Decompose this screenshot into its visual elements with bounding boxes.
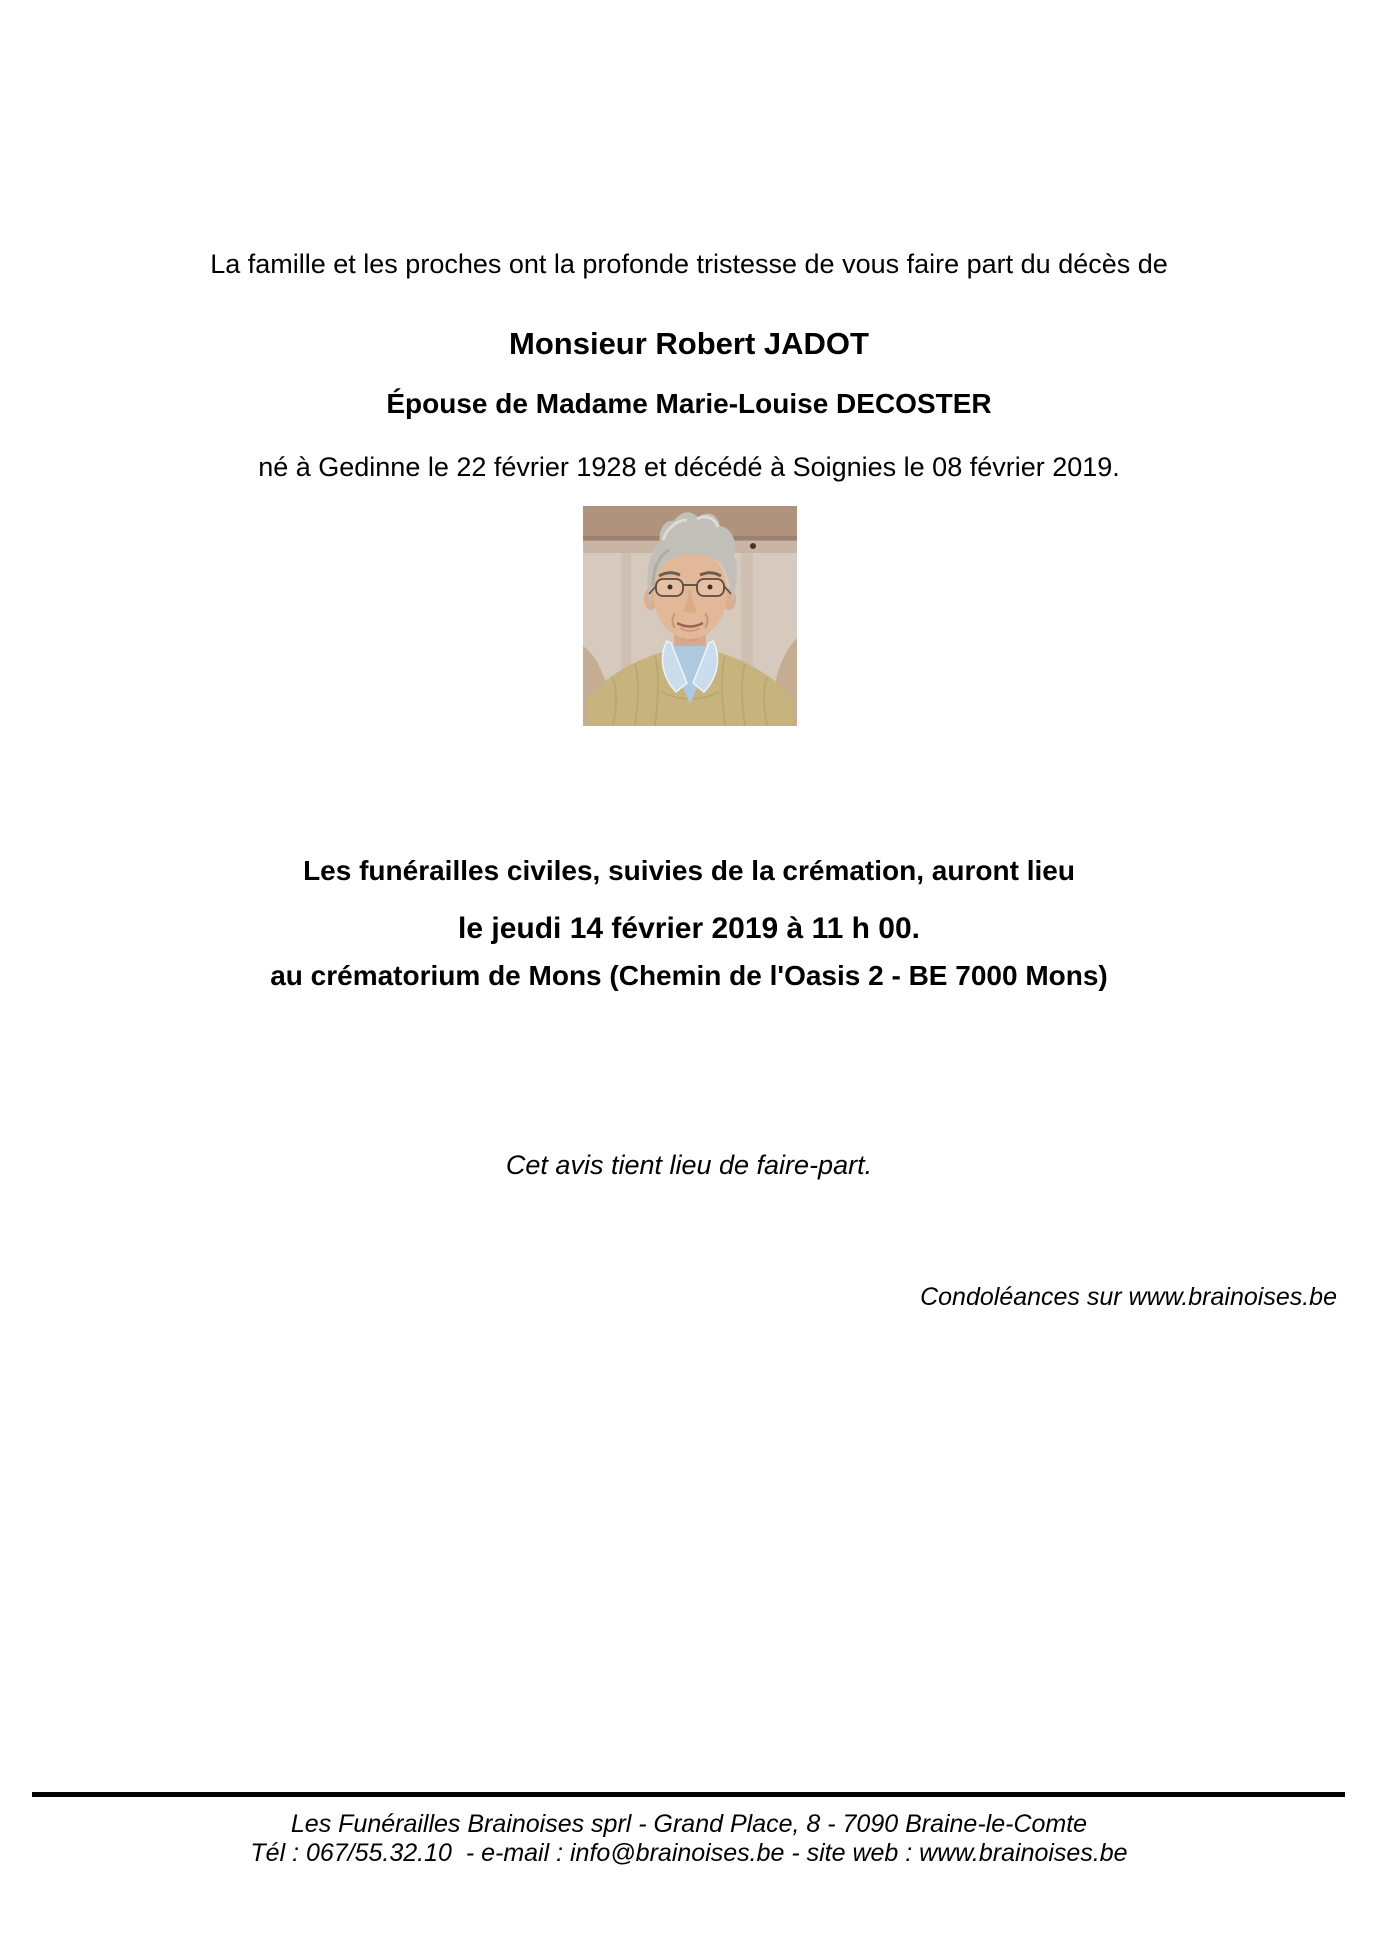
- portrait-photo: [583, 506, 797, 726]
- ceremony-line-2: au crématorium de Mons (Chemin de l'Oasis 2 - BE 7000 Mons): [270, 960, 1108, 991]
- footer-divider: [32, 1792, 1345, 1797]
- ceremony-datetime: le jeudi 14 février 2019 à 11 h 00.: [458, 912, 920, 945]
- footer-line-2: Tél : 067/55.32.10 - e-mail : info@brainoises.be - site web : www.brainoises.be: [250, 1839, 1128, 1867]
- ceremony-line-1: Les funérailles civiles, suivies de la crémation, auront lieu: [303, 855, 1075, 886]
- ceremony-details: [0, 783, 1378, 1028]
- intro-text: La famille et les proches ont la profonde tristesse de vous faire part du décès de: [210, 249, 1168, 279]
- notice-line: Cet avis tient lieu de faire-part.: [505, 1150, 873, 1180]
- spouse-line: Épouse de Madame Marie-Louise DECOSTER: [386, 388, 992, 419]
- condolences-line: Condoléances sur www.brainoises.be: [920, 1283, 1337, 1311]
- birth-death-line: né à Gedinne le 22 février 1928 et décédé à Soignies le 08 février 2019.: [258, 452, 1120, 482]
- footer-line-1: Les Funérailles Brainoises sprl - Grand Place, 8 - 7090 Braine-le-Comte: [290, 1810, 1088, 1838]
- deceased-name: Monsieur Robert JADOT: [509, 326, 869, 361]
- portrait-photo-illustration: [583, 506, 797, 726]
